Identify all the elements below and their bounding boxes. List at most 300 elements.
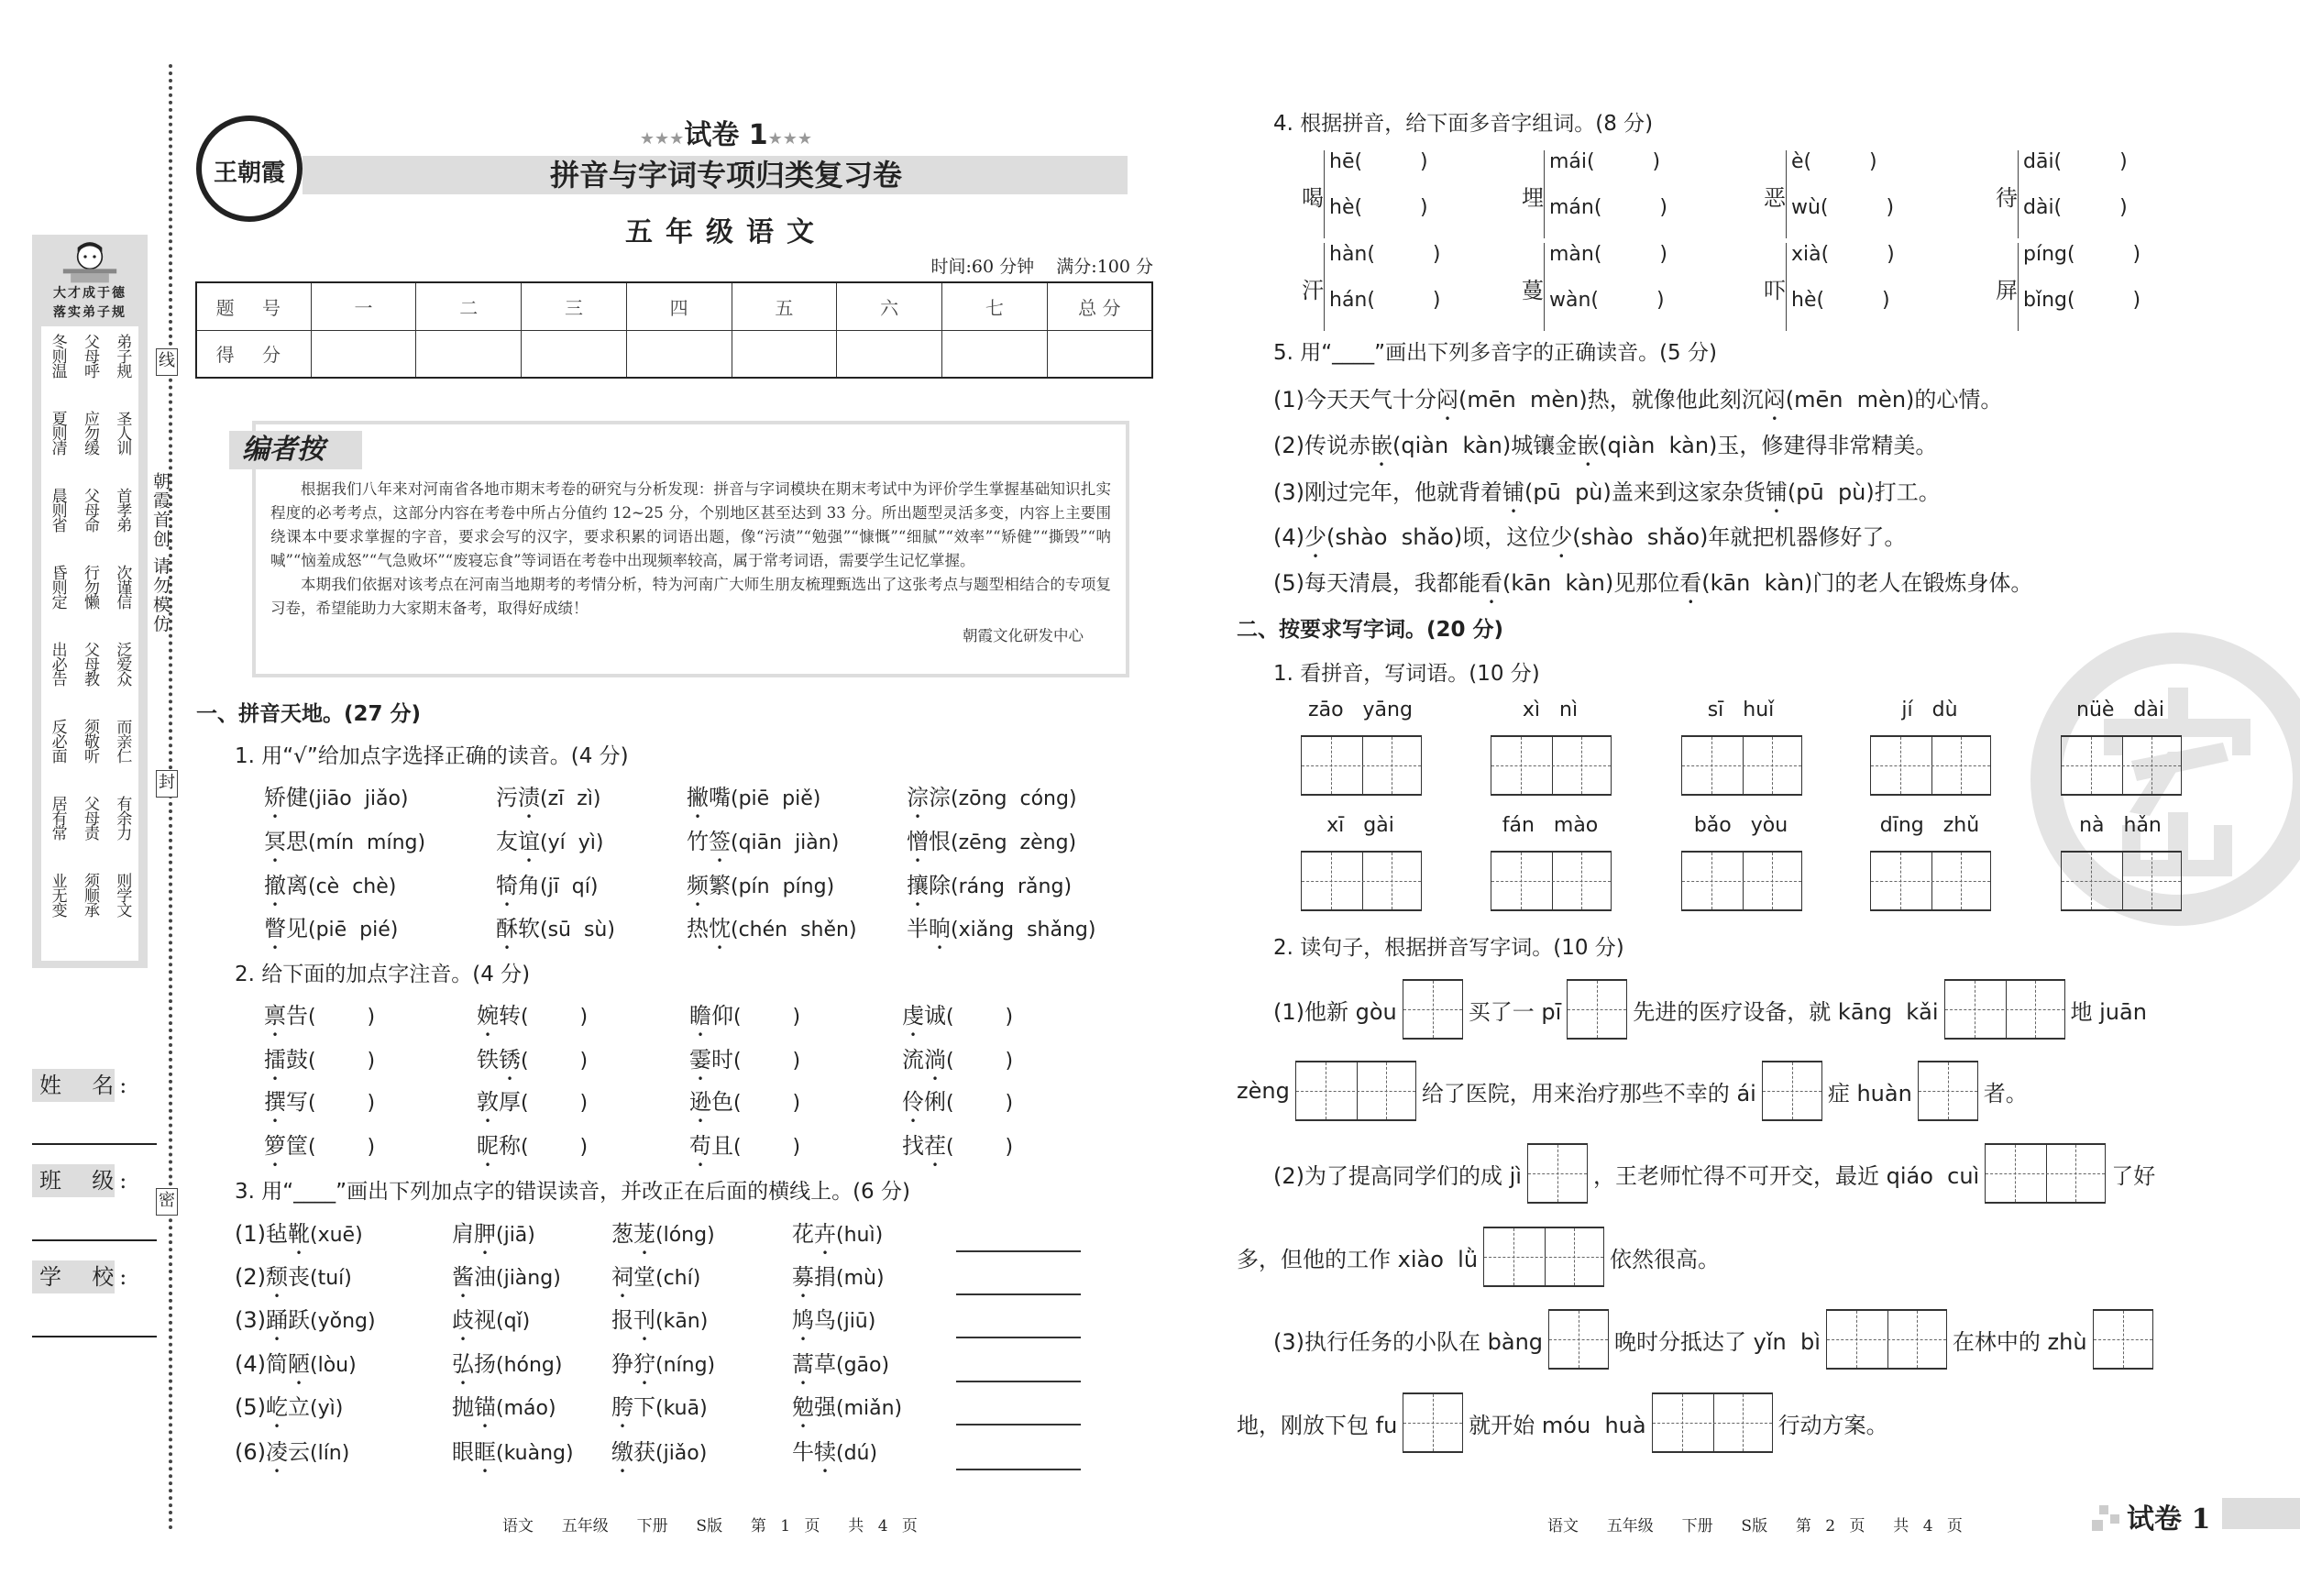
score-header-cell: 三 [522, 282, 627, 330]
char: 视 [474, 1307, 496, 1333]
dotted-char: 卉 [814, 1221, 836, 1247]
answer-line[interactable] [956, 1424, 1081, 1425]
q1-item[interactable] [907, 823, 1076, 867]
pinyin-options[interactable]: (zēng zèng) [951, 831, 1077, 854]
pinyin-blank[interactable]: ( ) [733, 1136, 801, 1159]
dotted-char: 犄 [496, 873, 518, 898]
q1-item[interactable] [496, 823, 603, 867]
q3-item[interactable] [452, 1346, 562, 1390]
writing-grid[interactable] [1403, 979, 1463, 1040]
dotted-char: 矫 [264, 785, 286, 810]
answer-line[interactable] [956, 1293, 1081, 1295]
dotted-char: 伶 [902, 1089, 924, 1115]
char: 离 [286, 873, 308, 898]
pinyin-blank[interactable]: ( ) [521, 1092, 589, 1115]
pinyin-options[interactable]: (jī qí) [540, 875, 599, 898]
q1-item[interactable] [907, 867, 1072, 911]
pinyin-options[interactable]: (piē pié) [308, 919, 399, 941]
q5-sentence[interactable] [1273, 519, 1906, 563]
writing-grid[interactable] [1567, 979, 1627, 1040]
reading-blank[interactable]: mái( ) [1549, 150, 1661, 173]
writing-grid[interactable] [1491, 851, 1612, 911]
sentence-text: (qiàn kàn)城镶金 [1392, 433, 1578, 458]
char: 鼓 [286, 1047, 308, 1073]
pinyin-blank[interactable]: ( ) [733, 1050, 801, 1073]
binding-marker-feng: 封 [156, 770, 178, 798]
pinyin-prompt: bǎo yòu [1693, 814, 1788, 837]
q3-item[interactable] [452, 1302, 530, 1346]
q2-item [689, 997, 800, 1041]
grid-guide [1653, 1423, 1772, 1424]
char: 下 [633, 1394, 655, 1420]
writing-grid[interactable] [1483, 1227, 1604, 1287]
dotted-char: 禀 [264, 1003, 286, 1029]
pinyin-blank[interactable]: ( ) [946, 1092, 1014, 1115]
poem-column: 弟子规 [113, 334, 132, 378]
dotted-char: 瞻 [689, 1003, 711, 1029]
answer-line[interactable] [956, 1469, 1081, 1470]
writing-grid[interactable] [2093, 1309, 2153, 1370]
polyphone-group [1302, 150, 1513, 242]
q2-title: 2. 给下面的加点字注音。(4 分) [235, 963, 531, 986]
dotted-char: 茬 [924, 1133, 946, 1159]
q1-item[interactable] [687, 823, 839, 867]
sentence-line [1273, 1141, 2161, 1205]
pinyin-options[interactable]: (mín míng) [308, 831, 426, 854]
grid-guide [1484, 1257, 1603, 1258]
brace [1786, 243, 1787, 331]
dotted-char: 狞 [633, 1351, 655, 1377]
series-label [543, 112, 909, 152]
dotted-char: 瞥 [264, 916, 286, 941]
reading-blank[interactable]: dài( ) [2023, 196, 2128, 219]
char: 时 [711, 1047, 733, 1073]
q3-title: 3. 用“____”画出下列加点字的错误读音，并改正在后面的横线上。(6 分) [235, 1180, 910, 1204]
sentence-text: (1)今天天气十分 [1273, 387, 1436, 413]
sentence-line [1273, 1307, 2159, 1371]
q3-item[interactable] [452, 1389, 556, 1433]
poem-stanza [41, 334, 138, 411]
score-input-cell[interactable] [311, 330, 416, 378]
grid-guide [1403, 1423, 1462, 1424]
grid-guide [1491, 765, 1611, 766]
polyphone-group [1764, 150, 1975, 242]
q2-item [689, 1084, 800, 1128]
pinyin-options[interactable]: (qiān jiàn) [731, 831, 840, 854]
sentence-text: (qiàn kàn)玉，修建得非常精美。 [1599, 433, 1938, 458]
poem-stanza [41, 796, 138, 873]
grid-guide [1945, 1009, 2064, 1010]
pinyin: (kān) [655, 1310, 709, 1333]
dotted-char: 渍 [518, 785, 540, 810]
poem-column: 首孝弟 [113, 488, 132, 532]
score-input-cell[interactable] [416, 330, 522, 378]
score-header-cell: 五 [732, 282, 837, 330]
score-input-cell[interactable] [1047, 330, 1152, 378]
grid-guide [1986, 1173, 2105, 1174]
char: 思 [286, 829, 308, 854]
poem-column: 昏则定 [48, 565, 67, 609]
writing-grid[interactable] [1527, 1143, 1588, 1204]
pinyin-blank[interactable]: ( ) [733, 1006, 801, 1029]
dotted-char: 憎 [907, 829, 929, 854]
answer-line[interactable] [956, 1337, 1081, 1338]
dotted-char: 敦 [477, 1089, 499, 1115]
grid-guide [1549, 1339, 1608, 1340]
q5-sentence[interactable] [1273, 381, 2002, 425]
q1-item[interactable] [907, 910, 1095, 954]
q5-sentence[interactable] [1273, 427, 1937, 471]
q3-item[interactable] [235, 1302, 376, 1346]
motto-line-2: 落实弟子规 [53, 305, 127, 320]
reading-blank[interactable]: hè( ) [1791, 289, 1890, 312]
q3-item[interactable] [792, 1259, 885, 1303]
q1-item[interactable] [496, 910, 615, 954]
q5-sentence[interactable] [1273, 474, 1941, 518]
q3-item[interactable] [611, 1346, 715, 1390]
score-header-cell: 四 [626, 282, 732, 330]
q3-item[interactable] [235, 1389, 343, 1433]
char: 健 [286, 785, 308, 810]
char: 称 [499, 1133, 521, 1159]
pinyin-blank[interactable]: ( ) [521, 1050, 589, 1073]
q1-item[interactable] [907, 779, 1077, 823]
q3-item[interactable] [611, 1389, 708, 1433]
poem-stanza [41, 642, 138, 719]
q1-item[interactable] [687, 779, 820, 823]
polyphone-char: 屏 [1996, 278, 2018, 303]
polyphone-char: 汗 [1302, 278, 1324, 303]
dotted-char: 锈 [499, 1047, 521, 1073]
writing-grid[interactable] [1301, 735, 1422, 796]
q3-item[interactable] [792, 1216, 883, 1260]
sentence-text: 买了一 pī [1468, 998, 1562, 1025]
score-input-cell[interactable] [626, 330, 732, 378]
reading-blank[interactable]: wù( ) [1791, 196, 1895, 219]
sentence-text: 晚时分抵达了 yǐn bì [1614, 1328, 1821, 1355]
q1-item[interactable] [264, 867, 396, 911]
pinyin: (miǎn) [836, 1397, 903, 1420]
pinyin-word-item [1681, 814, 1800, 911]
score-table [195, 281, 1153, 379]
pinyin-prompt: jí dù [1901, 699, 1958, 721]
polyphone-group [1522, 150, 1733, 242]
dotted-char: 攘 [907, 873, 929, 898]
sentence-line [1273, 977, 2152, 1041]
dotted-char: 犊 [814, 1439, 836, 1465]
pinyin-blank[interactable]: ( ) [946, 1136, 1014, 1159]
q5-sentence[interactable] [1273, 565, 2032, 609]
sentence-text: (2)传说赤 [1273, 433, 1370, 458]
polyphone-char: 待 [1996, 185, 2018, 211]
q2-item [902, 997, 1013, 1041]
char: 简 [266, 1351, 288, 1377]
brace [1544, 243, 1545, 331]
score-header-cell: 二 [416, 282, 522, 330]
poem-column: 居有常 [48, 796, 67, 840]
score-input-cell[interactable] [941, 330, 1047, 378]
writing-grid[interactable] [1403, 1392, 1463, 1453]
pinyin-options[interactable]: (zī zì) [540, 787, 601, 810]
grid-guide [1919, 1091, 1977, 1092]
q1-item[interactable] [687, 867, 834, 911]
pinyin-blank[interactable]: ( ) [308, 1050, 376, 1073]
page-title: 拼音与字词专项归类复习卷 [549, 158, 902, 193]
q3-item[interactable] [452, 1259, 561, 1303]
polyphone-group [1522, 243, 1733, 335]
char: 油 [474, 1264, 496, 1290]
dotted-char: 鸠 [792, 1307, 814, 1333]
pinyin: (lòu) [310, 1354, 357, 1377]
writing-grid[interactable] [1295, 1061, 1416, 1121]
sentence-text: 症 huàn [1827, 1080, 1912, 1106]
sentence-text: 在林中的 zhù [1952, 1328, 2087, 1355]
copyright-notice: 朝霞首创 请勿模仿 [150, 472, 171, 634]
q3-item[interactable] [611, 1302, 708, 1346]
char: 仰 [711, 1003, 733, 1029]
reading-blank[interactable]: mán( ) [1549, 196, 1667, 219]
poem-stanza [41, 873, 138, 950]
pinyin-options[interactable]: (zōng cóng) [951, 787, 1077, 810]
q3-item[interactable] [452, 1434, 574, 1478]
sentence-text: (pū pù)盖来到这家杂货 [1524, 479, 1766, 505]
writing-grid[interactable] [1870, 851, 1991, 911]
reading-blank[interactable]: wàn( ) [1549, 289, 1665, 312]
score-input-cell[interactable] [732, 330, 837, 378]
poem-column: 次谨信 [113, 565, 132, 609]
reading-blank[interactable]: dāi( ) [2023, 150, 2128, 173]
char: 报 [611, 1307, 633, 1333]
item-number: (5) [235, 1394, 266, 1420]
q3-item[interactable] [792, 1434, 877, 1478]
writing-grid[interactable] [1918, 1061, 1978, 1121]
q3-item[interactable] [235, 1259, 352, 1303]
dizigui-poem [41, 326, 138, 961]
pinyin-options[interactable]: (yí yì) [540, 831, 604, 854]
pinyin-options[interactable]: (ráng rǎng) [951, 875, 1073, 898]
writing-grid[interactable] [1870, 735, 1991, 796]
q1-item[interactable] [264, 779, 408, 823]
char: 且 [711, 1133, 733, 1159]
decor-square [2099, 1505, 2108, 1514]
writing-grid[interactable] [1681, 851, 1802, 911]
q3-item[interactable] [792, 1346, 889, 1390]
item-number: (3) [235, 1307, 266, 1333]
dotted-char: 蒿 [792, 1351, 814, 1377]
sentence-text: (2)为了提高同学们的成 jì [1273, 1162, 1522, 1189]
poem-column: 出必告 [48, 642, 67, 686]
pinyin-options[interactable]: (sū sù) [540, 919, 615, 941]
sentence-text: (pū pù)打工。 [1787, 479, 1941, 505]
reading-blank[interactable]: hán( ) [1329, 289, 1441, 312]
pinyin-options[interactable]: (chén shěn) [731, 919, 857, 941]
binding-dotted-line [169, 64, 172, 1531]
name-label: 姓 名: [32, 1069, 115, 1102]
stars-left: ★★★ [639, 129, 685, 149]
pinyin-blank[interactable]: ( ) [946, 1050, 1014, 1073]
answer-line[interactable] [956, 1381, 1081, 1382]
dotted-char: 签 [709, 829, 731, 854]
dotted-char: 苟 [689, 1133, 711, 1159]
writing-grid[interactable] [2061, 735, 2182, 796]
part2-q2-title: 2. 读句子，根据拼音写字词。(10 分) [1273, 936, 1624, 960]
sentence-text: 多，但他的工作 xiào lǜ [1237, 1246, 1479, 1272]
poem-column: 须敬听 [80, 719, 99, 763]
pinyin-blank[interactable]: ( ) [308, 1006, 376, 1029]
dotted-char: 虔 [902, 1003, 924, 1029]
pinyin-options[interactable]: (pín píng) [731, 875, 835, 898]
stars-right: ★★★ [767, 129, 813, 149]
pinyin-blank[interactable]: ( ) [946, 1006, 1014, 1029]
writing-grid[interactable] [2061, 851, 2182, 911]
pinyin: (yì) [310, 1397, 344, 1420]
q2-item [477, 1041, 588, 1085]
grid-guide [1871, 765, 1990, 766]
sentence-text: 依然很高。 [1610, 1246, 1721, 1272]
q2-item [477, 1128, 588, 1172]
answer-line[interactable] [956, 1250, 1081, 1252]
pinyin-options[interactable]: (piē piě) [731, 787, 821, 810]
reading-blank[interactable]: xià( ) [1791, 243, 1895, 266]
reading-blank[interactable]: hē( ) [1329, 150, 1428, 173]
q1-item[interactable] [496, 867, 598, 911]
q3-item[interactable] [235, 1346, 357, 1390]
pinyin-blank[interactable]: ( ) [521, 1136, 589, 1159]
writing-grid[interactable] [1944, 979, 2065, 1040]
polyphone-char: 喝 [1302, 185, 1324, 211]
decor-square [2092, 1520, 2103, 1531]
dotted-char: 晌 [929, 916, 951, 941]
pinyin: (hóng) [496, 1354, 563, 1377]
name-input-line[interactable] [32, 1143, 157, 1145]
writing-grid[interactable] [1652, 1392, 1773, 1453]
sentence-text: (kān kàn)见那位 [1502, 570, 1680, 596]
sentence-text: 行动方案。 [1777, 1412, 1888, 1438]
class-input-line[interactable] [32, 1239, 157, 1241]
q3-item[interactable] [792, 1389, 902, 1433]
dotted-char: 嵌 [1577, 433, 1600, 458]
sentence-text: (mēn mèn)热，就像他此刻沉 [1458, 387, 1764, 413]
polyphone-group [1302, 243, 1513, 335]
school-input-line[interactable] [32, 1336, 157, 1337]
score-input-cell[interactable] [522, 330, 627, 378]
brace [1544, 150, 1545, 238]
q3-item[interactable] [611, 1216, 715, 1260]
dotted-char: 弘 [452, 1351, 474, 1377]
q3-item[interactable] [235, 1216, 363, 1260]
q3-item[interactable] [235, 1434, 349, 1478]
writing-grid[interactable] [1762, 1061, 1822, 1121]
brace [1324, 243, 1325, 331]
sentence-text: (kān kàn)门的老人在锻炼身体。 [1701, 570, 2033, 596]
q2-item [264, 997, 375, 1041]
q5-title: 5. 用“____”画出下列多音字的正确读音。(5 分) [1273, 341, 1717, 365]
writing-grid[interactable] [1548, 1309, 1609, 1370]
char: 狰 [611, 1351, 633, 1377]
q3-item[interactable] [611, 1259, 700, 1303]
dotted-char: 忱 [709, 916, 731, 941]
pinyin-word-item [2061, 814, 2180, 911]
dotted-char: 霎 [689, 1047, 711, 1073]
dotted-char: 昵 [477, 1133, 499, 1159]
dotted-char: 陋 [288, 1351, 310, 1377]
reading-blank[interactable]: bǐng( ) [2023, 289, 2141, 312]
pinyin-blank[interactable]: ( ) [733, 1092, 801, 1115]
dotted-char: 擂 [264, 1047, 286, 1073]
reading-blank[interactable]: píng( ) [2023, 243, 2141, 266]
writing-grid[interactable] [1301, 851, 1422, 911]
brace [2018, 150, 2019, 238]
q1-item[interactable] [264, 823, 425, 867]
dotted-char: 婉 [477, 1003, 499, 1029]
q1-item[interactable] [687, 910, 857, 954]
q3-item[interactable] [792, 1302, 875, 1346]
char: 肩 [452, 1221, 474, 1247]
reading-blank[interactable]: hè( ) [1329, 196, 1428, 219]
writing-grid[interactable] [1985, 1143, 2106, 1204]
score-input-cell[interactable] [837, 330, 942, 378]
pinyin-word-item [1870, 814, 1989, 911]
part1-title: 一、拼音天地。(27 分) [196, 702, 422, 726]
writing-grid[interactable] [1491, 735, 1612, 796]
footer-page-2: 语文 五年级 下册 S版 第 2 页 共 4 页 [1547, 1517, 1963, 1535]
char: 丧 [288, 1264, 310, 1290]
writing-grid[interactable] [1681, 735, 1802, 796]
pinyin: (jiǎo) [655, 1442, 708, 1465]
poem-column: 业无变 [48, 873, 67, 917]
char: 花 [792, 1221, 814, 1247]
sentence-text: 了好 [2111, 1162, 2156, 1189]
reading-blank[interactable]: hàn( ) [1329, 243, 1441, 266]
pinyin-blank[interactable]: ( ) [308, 1092, 376, 1115]
poem-column: 行勿懒 [80, 565, 99, 609]
poem-stanza [41, 488, 138, 565]
dotted-char: 酱 [452, 1264, 474, 1290]
pinyin-options[interactable]: (jiāo jiǎo) [308, 787, 409, 810]
pinyin-blank[interactable]: ( ) [521, 1006, 589, 1029]
char: 污 [496, 785, 518, 810]
grid-guide [2062, 765, 2181, 766]
pinyin-options[interactable]: (cè chè) [308, 875, 397, 898]
q2-item [902, 1084, 1013, 1128]
q1-item[interactable] [496, 779, 600, 823]
pinyin-prompt: sī huǐ [1707, 699, 1775, 721]
dotted-char: 胯 [611, 1394, 633, 1420]
pinyin-options[interactable]: (xiǎng shǎng) [951, 919, 1096, 941]
reading-blank[interactable]: màn( ) [1549, 243, 1667, 266]
dotted-char: 凌 [266, 1439, 288, 1465]
editor-note-tag: 编者按 [229, 431, 362, 469]
char: 跃 [288, 1307, 310, 1333]
sentence-text: (3)执行任务的小队在 bàng [1273, 1328, 1544, 1355]
q3-item[interactable] [452, 1216, 535, 1260]
q2-item [264, 1128, 375, 1172]
grid-guide [1403, 1009, 1462, 1010]
q3-item[interactable] [611, 1434, 707, 1478]
poem-column: 泛爱众 [113, 642, 132, 686]
char: 转 [499, 1003, 521, 1029]
q1-item[interactable] [264, 910, 398, 954]
score-header-cell: 题 号 [196, 282, 311, 330]
reading-blank[interactable]: è( ) [1791, 150, 1877, 173]
char: 抛 [452, 1394, 474, 1420]
pinyin-prompt: dīng zhǔ [1879, 814, 1980, 837]
writing-grid[interactable] [1826, 1309, 1947, 1370]
pinyin-word-item [1301, 699, 1420, 796]
dotted-char: 勉 [792, 1394, 814, 1420]
pinyin-blank[interactable]: ( ) [308, 1136, 376, 1159]
dotted-char: 缴 [611, 1439, 633, 1465]
